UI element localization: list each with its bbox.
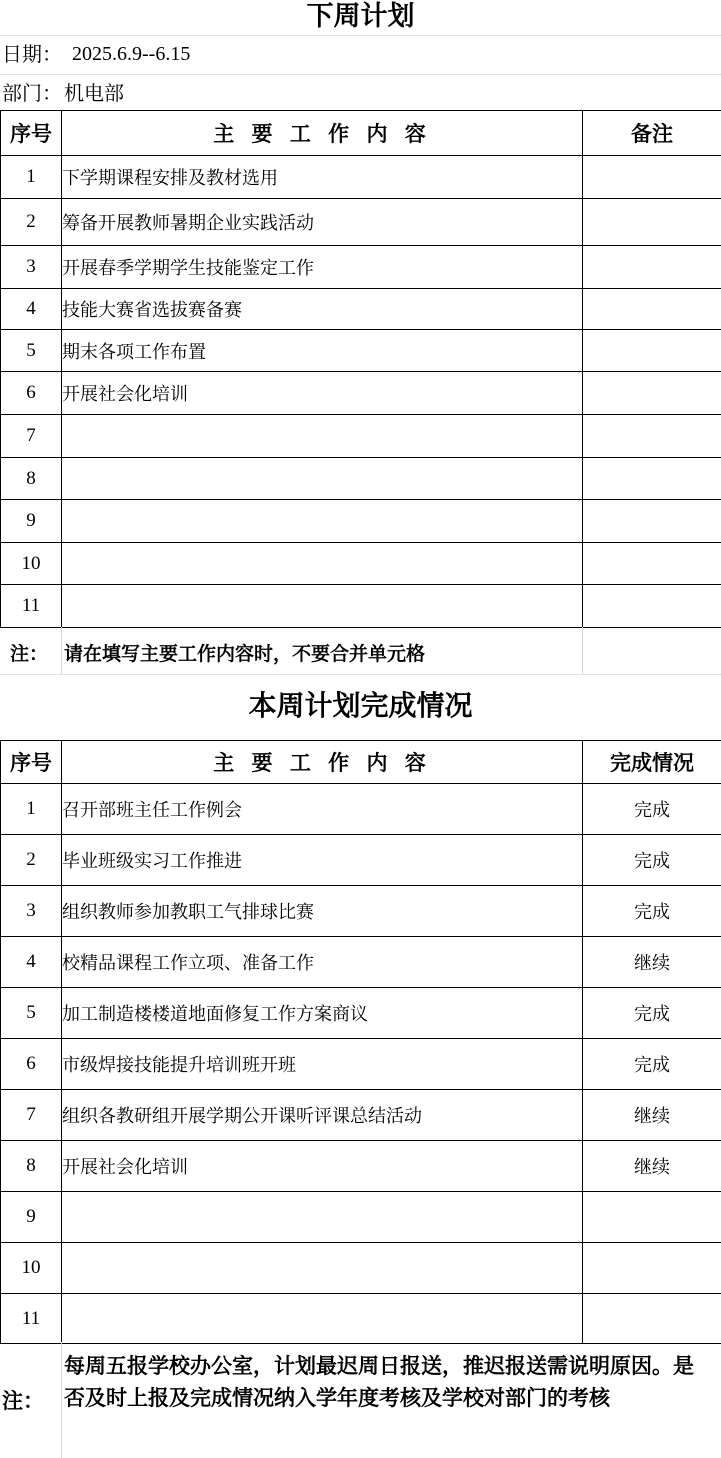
done-header-row [1, 741, 721, 784]
done-header-content: 主 要 工 作 内 容 [62, 741, 583, 784]
row-remark[interactable] [583, 289, 721, 330]
row-content[interactable] [62, 415, 583, 458]
row-content[interactable]: 技能大赛省选拔赛备赛 [62, 289, 583, 330]
row-number: 8 [1, 458, 62, 500]
row-number: 6 [1, 372, 62, 415]
row-number: 11 [1, 585, 62, 628]
row-content[interactable]: 召开部班主任工作例会 [62, 784, 583, 835]
row-content[interactable]: 市级焊接技能提升培训班开班 [62, 1039, 583, 1090]
row-status[interactable] [583, 1243, 721, 1294]
row-content[interactable] [62, 458, 583, 500]
plan-note-label: 注： [10, 643, 49, 665]
row-status[interactable]: 完成 [583, 835, 721, 886]
row-remark[interactable] [583, 246, 721, 289]
row-content[interactable]: 下学期课程安排及教材选用 [62, 156, 583, 199]
row-content[interactable] [62, 1243, 583, 1294]
row-number: 9 [1, 1192, 62, 1243]
table-row [1, 1243, 721, 1294]
row-number: 10 [1, 543, 62, 585]
table-row [1, 156, 721, 199]
plan-table [0, 110, 721, 628]
department-row [0, 74, 721, 111]
table-row [1, 372, 721, 415]
row-content[interactable]: 组织教师参加教职工气排球比赛 [62, 886, 583, 937]
row-number: 9 [1, 500, 62, 543]
table-row [1, 289, 721, 330]
row-number: 3 [1, 246, 62, 289]
row-remark[interactable] [583, 330, 721, 372]
department-value: 机电部 [64, 81, 124, 105]
row-number: 1 [1, 156, 62, 199]
plan-note [0, 627, 721, 675]
row-content[interactable]: 期末各项工作布置 [62, 330, 583, 372]
done-note-text: 每周五报学校办公室，计划最迟周日报送，推迟报送需说明原因。是否及时上报及完成情况纳入学年度考核及学校对部门的考核 [64, 1354, 694, 1410]
row-status[interactable] [583, 1294, 721, 1344]
table-row [1, 330, 721, 372]
row-status[interactable]: 完成 [583, 1039, 721, 1090]
row-content[interactable] [62, 500, 583, 543]
done-table [0, 740, 721, 1344]
row-status[interactable] [583, 1192, 721, 1243]
table-row [1, 1294, 721, 1344]
table-row [1, 543, 721, 585]
table-row [1, 585, 721, 628]
row-number: 6 [1, 1039, 62, 1090]
done-header-no: 序号 [1, 741, 62, 784]
row-number: 7 [1, 1090, 62, 1141]
table-row [1, 1192, 721, 1243]
row-content[interactable]: 开展社会化培训 [62, 1141, 583, 1192]
row-status[interactable]: 继续 [583, 937, 721, 988]
row-number: 3 [1, 886, 62, 937]
divider [582, 627, 583, 674]
row-number: 8 [1, 1141, 62, 1192]
table-row [1, 415, 721, 458]
row-remark[interactable] [583, 156, 721, 199]
table-row [1, 1090, 721, 1141]
done-title: 本周计划完成情况 [248, 689, 473, 722]
date-label: 日期： [2, 42, 62, 66]
row-number: 2 [1, 199, 62, 246]
plan-header-content: 主 要 工 作 内 容 [62, 111, 583, 156]
row-status[interactable]: 完成 [583, 784, 721, 835]
table-row [1, 937, 721, 988]
table-row [1, 458, 721, 500]
plan-header-remark: 备注 [583, 111, 721, 156]
plan-header-no: 序号 [1, 111, 62, 156]
table-row [1, 835, 721, 886]
plan-header-row [1, 111, 721, 156]
row-remark[interactable] [583, 585, 721, 628]
row-remark[interactable] [583, 500, 721, 543]
done-header-status: 完成情况 [583, 741, 721, 784]
plan-note-text: 请在填写主要工作内容时，不要合并单元格 [64, 643, 426, 665]
row-number: 2 [1, 835, 62, 886]
row-content[interactable]: 开展社会化培训 [62, 372, 583, 415]
table-row [1, 246, 721, 289]
row-number: 4 [1, 937, 62, 988]
row-content[interactable]: 加工制造楼楼道地面修复工作方案商议 [62, 988, 583, 1039]
table-row [1, 1141, 721, 1192]
row-content[interactable]: 组织各教研组开展学期公开课听评课总结活动 [62, 1090, 583, 1141]
table-row [1, 1039, 721, 1090]
plan-title: 下周计划 [306, 1, 415, 32]
row-remark[interactable] [583, 458, 721, 500]
row-content[interactable] [62, 1294, 583, 1344]
row-number: 4 [1, 289, 62, 330]
row-content[interactable] [62, 1192, 583, 1243]
row-content[interactable]: 开展春季学期学生技能鉴定工作 [62, 246, 583, 289]
row-status[interactable]: 继续 [583, 1141, 721, 1192]
row-number: 5 [1, 988, 62, 1039]
divider [61, 1342, 62, 1458]
row-number: 11 [1, 1294, 62, 1344]
row-content[interactable] [62, 543, 583, 585]
row-content[interactable]: 毕业班级实习工作推进 [62, 835, 583, 886]
row-remark[interactable] [583, 415, 721, 458]
row-remark[interactable] [583, 372, 721, 415]
table-row [1, 784, 721, 835]
row-status[interactable]: 完成 [583, 886, 721, 937]
row-remark[interactable] [583, 199, 721, 246]
row-content[interactable] [62, 585, 583, 628]
row-number: 1 [1, 784, 62, 835]
department-label: 部门： [2, 81, 62, 105]
row-number: 10 [1, 1243, 62, 1294]
divider [61, 627, 62, 674]
table-row [1, 988, 721, 1039]
row-number: 7 [1, 415, 62, 458]
row-status[interactable]: 继续 [583, 1090, 721, 1141]
row-content[interactable]: 校精品课程工作立项、准备工作 [62, 937, 583, 988]
table-row [1, 500, 721, 543]
row-status[interactable]: 完成 [583, 988, 721, 1039]
done-note-label: 注： [2, 1389, 44, 1413]
row-number: 5 [1, 330, 62, 372]
date-value: 2025.6.9--6.15 [72, 43, 191, 65]
table-row [1, 199, 721, 246]
table-row [1, 886, 721, 937]
done-note [0, 1342, 721, 1458]
date-row [0, 35, 721, 72]
row-content[interactable]: 筹备开展教师暑期企业实践活动 [62, 199, 583, 246]
row-remark[interactable] [583, 543, 721, 585]
